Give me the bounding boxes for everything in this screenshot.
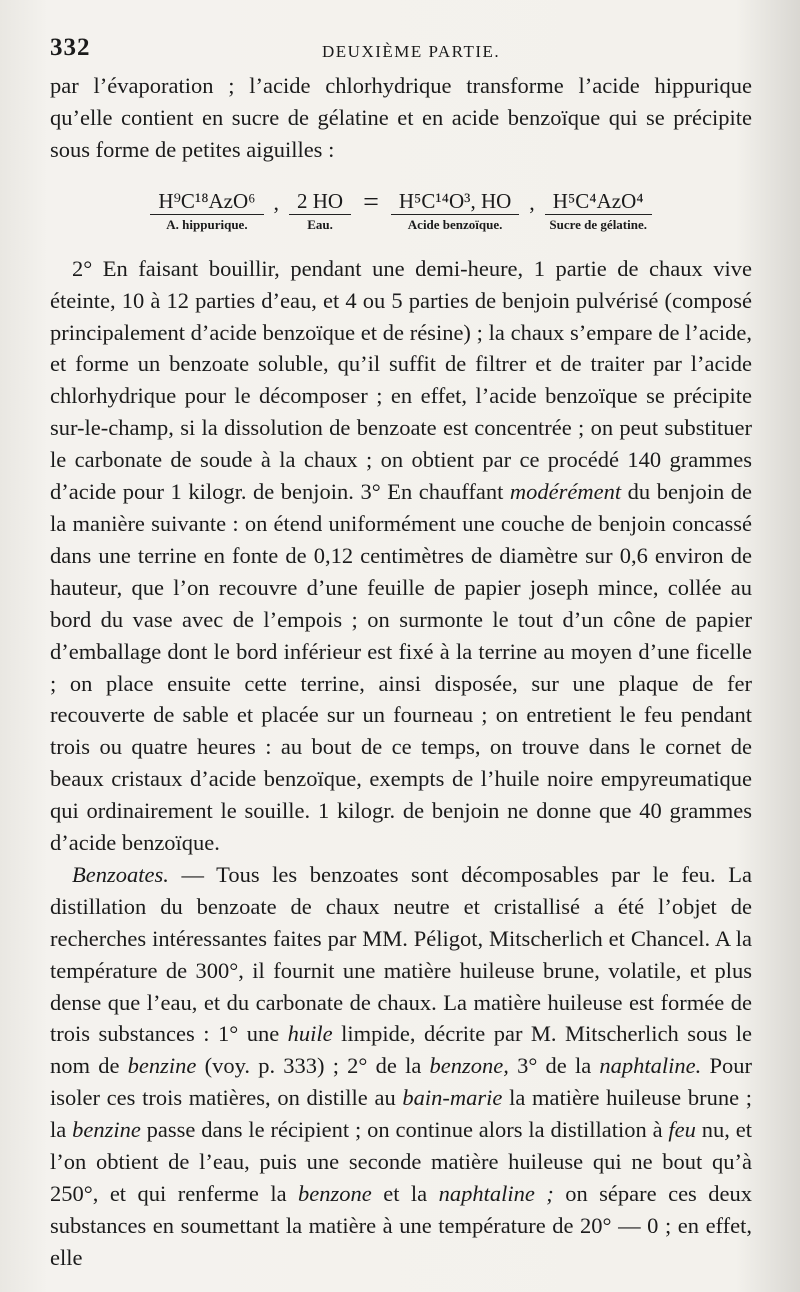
paragraph-benzoates	[50, 859, 752, 1274]
section-heading-benzoates: Benzoates.	[72, 861, 169, 887]
running-head: DEUXIÈME PARTIE.	[322, 42, 501, 61]
emphasis: feu	[668, 1117, 696, 1143]
equals-sign: =	[363, 186, 379, 218]
text-run: la matière huileuse brune ; la	[50, 1085, 753, 1143]
chemical-equation	[50, 188, 752, 235]
em-dash: —	[168, 861, 217, 887]
text-run: passe dans le récipient ; on continue alors la distillation à	[140, 1117, 669, 1143]
emphasis: benzine	[72, 1117, 141, 1143]
text-run: Pour isoler ces trois matières, on distille au	[50, 1053, 752, 1111]
text-run: du benjoin de la manière suivante : on étend uniformément une couche de benjoin concassé dans une terrine en fonte de 0,12 centimètres de diamètre sur 0,6 environ de hauteur, que l’on recouvre d’une feuille de papier joseph mince, collée au bord du vase avec de l’empois ; on surmonte le tout d’un cône de papier d’emballage dont le bord inférieur est fixé à la terrine au moyen d’une ficelle ; on place ensuite cette terrine, ainsi disposée, sur une plaque de fer recouverte de sable et placée sur un fourneau ; on entretient le feu pendant trois ou quatre heures : au bout de ce temps, on trouve dans le cornet de beaux cristaux d’acide benzoïque, exempts de l’huile noire empyreumatique qui ordinairement le souille. 1 kilogr. de benjoin ne donne que 40 grammes d’acide benzoïque.	[50, 479, 752, 856]
text-run: on sépare ces deux substances en soumettant la matière à une température de 20° — 0 ; en effet, elle	[50, 1181, 752, 1270]
formula-term-gelatin	[545, 188, 652, 235]
formula-benzoic: H⁵C¹⁴O³, HO	[391, 188, 519, 215]
comma-separator: ,	[529, 189, 535, 215]
formula-term-hippuric	[150, 188, 263, 235]
emphasis: modérément	[509, 479, 622, 505]
formula-hippuric: H⁹C¹⁸AzO⁶	[150, 188, 263, 215]
paragraph-second-method	[50, 253, 752, 859]
emphasis: naphtaline.	[599, 1053, 702, 1079]
text-run: 2° En faisant bouillir, pendant une demi-heure, 1 partie de chaux vive éteinte, 10 à 12 parties d’eau, et 4 ou 5 parties de benjoin pulvérisé (composé principalement d’acide benzoïque et de résine) ; la chaux s’empare de l’acide, et forme un benzoate soluble, qu’il suffit de filtrer et de traiter par l’acide chlorhydrique pour le décomposer ; en effet, l’acide benzoïque se précipite sur-le-champ, si la dissolution de benzoate est concentrée ; on peut substituer le carbonate de soude à la chaux ; on obtient par ce procédé 140 grammes d’acide pour 1 kilogr. de benjoin. 3° En chauffant	[50, 255, 752, 505]
text-run: Tous les benzoates sont décomposables par le feu. La distillation du benzoate de chaux neutre et cristallisé a été l’objet de recherches intéressantes faites par MM. Péligot, Mitscherlich et Chancel. A la température de 300°, il fournit une matière huileuse brune, volatile, et plus dense que l’eau, et du carbonate de chaux. La matière huileuse est formée de trois substances : 1° une	[50, 861, 752, 1047]
page-number: 332	[50, 34, 91, 61]
emphasis: huile	[287, 1021, 333, 1047]
label-water: Eau.	[307, 216, 333, 232]
page-header	[50, 28, 750, 68]
emphasis: benzone,	[429, 1053, 509, 1079]
text-run: (voy. p. 333) ; 2° de la	[196, 1053, 430, 1079]
text-run: et la	[371, 1181, 439, 1206]
label-gelatin: Sucre de gélatine.	[549, 216, 647, 232]
label-hippuric: A. hippurique.	[166, 216, 248, 232]
emphasis: benzine	[127, 1053, 197, 1079]
emphasis: naphtaline ;	[438, 1181, 554, 1206]
intro-paragraph: par l’évaporation ; l’acide chlorhydrique transforme l’acide hippurique qu’elle contient en sucre de gélatine et en acide benzoïque qui se précipite sous forme de petites aiguilles :	[50, 73, 752, 162]
text-run: 3° de la	[508, 1053, 600, 1079]
text-run: limpide, décrite par M. Mitscherlich sous le nom de	[50, 1021, 753, 1079]
text-run: nu, et l’on obtient de l’eau, puis une seconde matière huileuse qui ne bout qu’à 250°, et qui renferme la	[50, 1117, 752, 1206]
formula-term-water	[289, 188, 351, 235]
formula-water: 2 HO	[289, 188, 351, 215]
emphasis: benzone	[298, 1181, 372, 1206]
formula-gelatin: H⁵C⁴AzO⁴	[545, 188, 652, 215]
formula-term-benzoic	[391, 188, 519, 235]
emphasis: bain-marie	[402, 1085, 503, 1111]
label-benzoic: Acide benzoïque.	[407, 216, 503, 232]
body-text	[50, 70, 752, 1274]
comma-separator: ,	[273, 189, 279, 215]
